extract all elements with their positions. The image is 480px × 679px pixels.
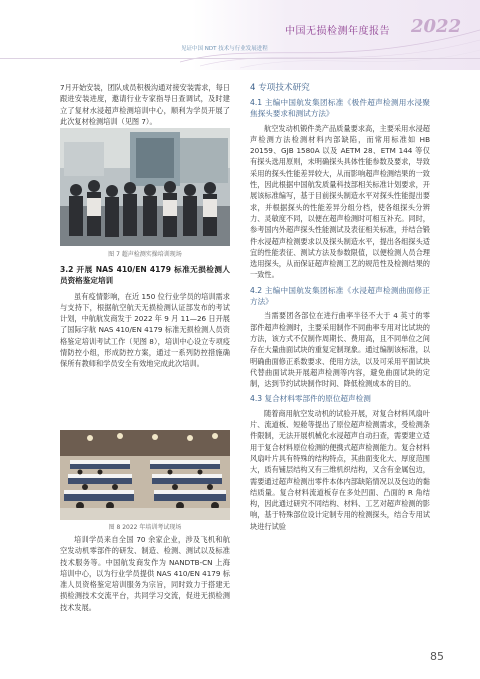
figure-8-photo: [60, 430, 230, 520]
right-paragraph-1: 航空发动机锻件类产品质量要求高，主要采用水浸超声检测方法检测材料内部缺陷，而常用标准如 HB 20159、GJB 1580A 以及 AETM 28、ETM 144 等仅有探头选用原则，未明确探头具体性能参数及要求，导致采用的探头性能差异较大，从而影响超声检测结果的一致性，因此根据中国航发质量科技部相关标准计划要求，开展该标准编写，基于目前探头制造水平对探头性能提出要求，并根据探头的性能差异分组分档，使各组探头分辨力、灵敏度不同，以便在超声检测时可相互补充。同时，参考国内外超声探头性能测试及表征相关标准，并结合锻件水浸超声检测要求以及探头制造水平，提出各组探头适宜的性能表征、测试方法及参数限值，以便检测人员合理选用探头，从而保证超声检测工艺的规范性及检测结果的一致性。: [250, 123, 430, 280]
section-3-2-heading: 3.2 开展 NAS 410/EN 4179 标准无损检测人员资格鉴定培训: [60, 265, 230, 286]
section-4-3-heading: 4.3 复合材料零部件的原位超声检测: [250, 394, 371, 404]
left-column-top: [60, 82, 230, 127]
left-paragraph-3: 培训学员来自全国 70 余家企业，涉及飞机和航空发动机零部件的研发、制造、检测、测试以及标准技术服务等。中国航发商发作为 NANDTB-CN 上海培训中心，以为行业学员提供 NAS 410/EN 4179 标准人员资格鉴定培训服务为宗旨，同时致力于搭建无损检测技术交流平台，共同学习交流，促进无损检测技术发展。: [60, 535, 230, 612]
page-number: 85: [430, 650, 444, 663]
left-paragraph-1: 7月开始安装，团队成员积极沟通对接安装需求，每日跟进安装进度，邀请行业专家指导日查调试，及时建立了复材水浸超声检测培训中心，顺利为学员开展了此次复材检测培训（见图 7）。: [60, 83, 230, 126]
figure-7-photo: [60, 128, 230, 246]
left-column-mid: [60, 264, 230, 370]
section-4-1-heading: 4.1 主编中国航发集团标准《极件超声检测用水浸聚焦探头要求和测试方法》: [250, 98, 430, 119]
report-subtitle: 见证中国 NDT 技术与行业发展进程: [181, 46, 268, 52]
left-paragraph-2: 虽有疫情影响，在近 150 位行业学员的培训需求与支持下，根据航空航天无损检测认证部发布的考试计划，中航航发商发于 2022 年 9 月 11—26 日开展了国际字航 NAS 410/EN 4179 标准无损检测人员资格鉴定培训考试工作（见图 8），培训中心设立专项疫情防控小组，形成防控方案，通过一系列防控措施确保所有教师和学员安全有效地完成此次培训。: [60, 291, 230, 369]
report-year: 2022: [411, 16, 462, 37]
section-4-2-heading: 4.2 主编中国航发集团标准《水浸超声检测曲面修正方法》: [250, 285, 430, 307]
header-divider: [0, 58, 480, 59]
left-column-bottom: [60, 534, 230, 613]
section-4-heading: 4 专项技术研究: [250, 83, 310, 93]
right-column: [250, 82, 430, 532]
right-paragraph-3: 随着商用航空发动机的试验开展，对复合材料风扇叶片、流道板、短舱等提出了原位超声检测需求，受检测条件限制，无法开展机械化水浸超声自动扫查，需要建立适用于复合材料原位检测的便携式超声检测能力。复合材料风扇叶片具有特殊的结构特点，其曲面变化大、厚度范围大，质有铺层结构又有三维机织结构，又含有金属包边，需要通过超声检测出零件本体内部缺陷情况以及包边的黏结质量。复合材料流道板存在多处凹面、凸面的 R 角结构，因此通过研究不同结构、材料、工艺对超声检测的影响，基于特殊部位设计定制专用的检测探头，结合专用试块进行试验: [250, 408, 430, 531]
report-title: 中国无损检测年度报告: [285, 26, 390, 37]
right-paragraph-2: 当需要团各部位在进行曲率半径不大于 4 英寸的零部件超声检测时，主要采用制作不同曲率专用对比试块的方法，该方式不仅制作周期长、费用高，且不同单位之间存在大量曲面试块的重复定制现象。通过编制该标准，以明确曲面修正系数要求、使用方法，以及可采用平面试块代替曲面试块开展超声检测等内容，避免曲面试块的定制，达到节约试块制作时间、降低检测成本的目的。: [250, 311, 430, 389]
figure-7-caption: 图 7 超声检测实操培训现场: [108, 251, 182, 258]
figure-8-caption: 图 8 2022 年培训考试现场: [108, 524, 182, 531]
